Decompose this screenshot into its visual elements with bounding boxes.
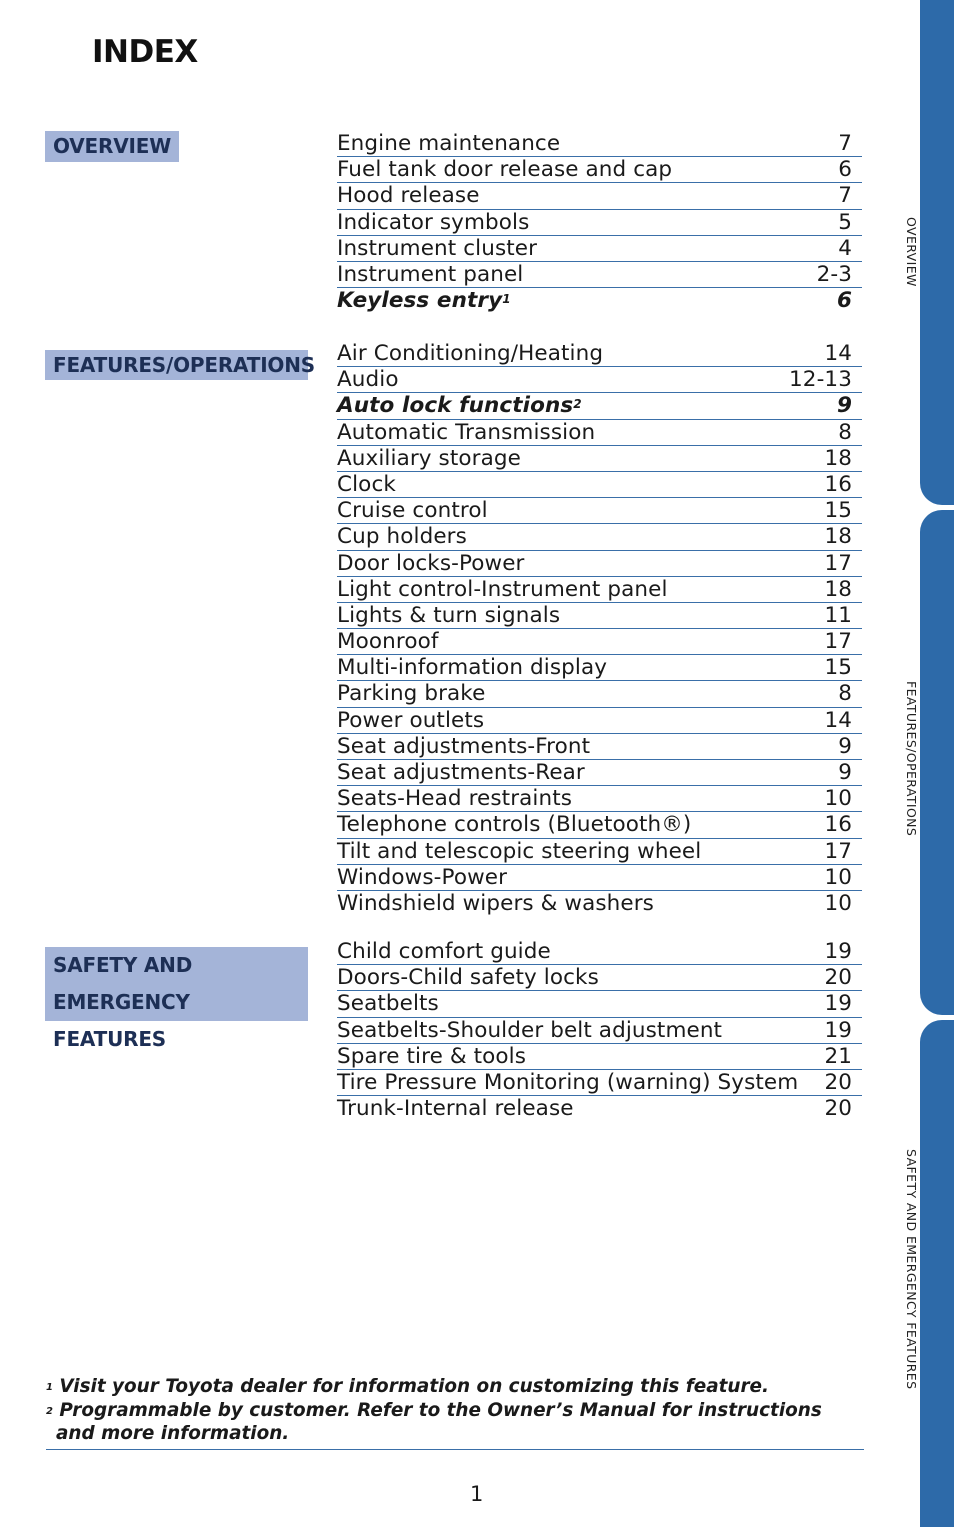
index-entry-label: [337, 183, 480, 209]
index-entry-text: Indicator symbols: [337, 209, 530, 235]
index-entry: [337, 341, 862, 367]
index-list-safety-emergency: [337, 939, 862, 1122]
footnote-1: [46, 1375, 864, 1399]
index-entry-text: Seats-Head restraints: [337, 786, 573, 812]
section-label-text: OVERVIEW: [53, 134, 172, 158]
index-entry-label: [337, 865, 507, 891]
index-entry-label: [337, 1070, 798, 1096]
side-tab-overview[interactable]: [920, 0, 954, 505]
index-entry-page: 8: [838, 419, 852, 445]
index-entry-text: Seat adjustments-Rear: [337, 760, 585, 785]
index-entry-text: Tire Pressure Monitoring (warning) System: [337, 1069, 799, 1095]
footnote-reference: 2: [573, 397, 582, 412]
index-entry-page: 14: [824, 707, 852, 733]
index-entry: [337, 939, 862, 965]
index-entry: [337, 891, 862, 917]
footnote-mark: 2: [46, 1405, 53, 1417]
index-entry: [337, 603, 862, 629]
index-entry-label: [337, 812, 691, 838]
index-entry-label: [337, 681, 485, 707]
index-entry-page: 20: [824, 965, 852, 991]
index-entry-page: 17: [824, 629, 852, 655]
index-entry-label: [337, 472, 396, 498]
index-entry: [337, 708, 862, 734]
index-entry-text: Hood release: [337, 183, 480, 209]
index-entry-text: Windshield wipers & washers: [337, 890, 654, 916]
index-entry-text: Instrument cluster: [337, 235, 538, 261]
index-entry-text: Multi-information display: [337, 655, 608, 681]
section-label-text: SAFETY AND: [53, 953, 193, 977]
index-entry: [337, 420, 862, 446]
index-entry-label: [337, 629, 439, 655]
index-entry-text: Door locks-Power: [337, 550, 525, 576]
index-entry: [337, 760, 862, 786]
index-entry: [337, 524, 862, 550]
footnote-text: Programmable by customer. Refer to the Owner’s Manual for instructions and more information.: [56, 1399, 822, 1444]
index-entry-label: [337, 288, 511, 314]
index-entry-page: 20: [824, 1069, 852, 1095]
index-entry-text: Air Conditioning/Heating: [337, 341, 604, 366]
index-entry-text: Trunk-Internal release: [337, 1096, 574, 1122]
index-entry: [337, 1070, 862, 1096]
index-entry-page: 5: [838, 209, 852, 235]
section-label-text: EMERGENCY FEATURES: [53, 990, 190, 1051]
index-entry: [337, 577, 862, 603]
footnote-text: Visit your Toyota dealer for information on customizing this feature.: [59, 1376, 770, 1397]
index-entry-label: [337, 603, 560, 629]
index-entry-page: 9: [838, 733, 852, 759]
index-entry-label: [337, 498, 488, 524]
index-entry-page: 2-3: [816, 261, 852, 287]
index-entry: [337, 681, 862, 707]
side-tab-features-operations[interactable]: [920, 510, 954, 1015]
side-tab-label-overview: OVERVIEW: [904, 217, 919, 287]
index-entry-page: 11: [824, 602, 852, 628]
index-entry-text: Child comfort guide: [337, 939, 551, 964]
index-entry-label: [337, 708, 484, 734]
side-tab-label-features-operations: FEATURES/OPERATIONS: [904, 681, 919, 837]
index-entry-page: 4: [838, 235, 852, 261]
index-entry-text: Cup holders: [337, 524, 467, 550]
section-label-overview: [45, 131, 179, 162]
index-entry-page: 19: [824, 991, 852, 1017]
footnote-2: [46, 1399, 864, 1446]
index-entry-text: Seat adjustments-Front: [337, 733, 591, 759]
index-entry-text: Spare tire & tools: [337, 1043, 527, 1069]
index-entry-page: 17: [824, 550, 852, 576]
index-entry: [337, 183, 862, 209]
section-label-safety-emergency: [45, 947, 308, 1051]
index-entry-label: [337, 157, 672, 183]
index-entry: [337, 734, 862, 760]
index-entry-label: [337, 734, 590, 760]
footnotes: [46, 1375, 864, 1450]
index-entry-text: Cruise control: [337, 498, 488, 524]
index-entry-label: [337, 965, 599, 991]
index-entry: [337, 262, 862, 288]
page-title: INDEX: [92, 34, 198, 70]
index-entry-page: 10: [824, 890, 852, 916]
index-entry: [337, 131, 862, 157]
index-entry: [337, 288, 862, 314]
index-entry-page: 20: [824, 1096, 852, 1122]
index-entry-label: [337, 551, 525, 577]
index-entry: [337, 1044, 862, 1070]
index-entry-label: [337, 991, 439, 1017]
index-entry-label: [337, 760, 585, 786]
index-entry-text: Automatic Transmission: [337, 419, 596, 445]
index-entry-page: 10: [824, 864, 852, 890]
index-entry-page: 12-13: [789, 367, 852, 393]
index-entry-page: 8: [838, 681, 852, 707]
index-entry: [337, 1096, 862, 1122]
index-entry-page: 18: [824, 445, 852, 471]
index-entry-page: 6: [838, 157, 852, 183]
index-entry-page: 19: [824, 1017, 852, 1043]
index-entry-label: [337, 367, 399, 393]
index-entry-page: 9: [838, 760, 852, 785]
index-entry-page: 15: [824, 498, 852, 524]
index-entry-page: 7: [838, 131, 852, 156]
index-entry-text: Clock: [337, 471, 396, 497]
index-entry: [337, 865, 862, 891]
index-entry: [337, 965, 862, 991]
index-entry-text: Power outlets: [337, 707, 485, 733]
index-entry-text: Keyless entry: [337, 288, 503, 314]
index-entry-page: 17: [824, 838, 852, 864]
index-entry-label: [337, 236, 537, 262]
index-entry-page: 6: [836, 288, 852, 314]
index-entry-text: Seatbelts-Shoulder belt adjustment: [337, 1017, 723, 1043]
footnote-mark: 1: [46, 1382, 53, 1393]
index-entry-page: 18: [824, 524, 852, 550]
index-entry-text: Seatbelts: [337, 991, 439, 1017]
index-entry-label: [337, 210, 529, 236]
index-entry-page: 16: [824, 812, 852, 838]
index-entry: [337, 210, 862, 236]
index-entry-text: Light control-Instrument panel: [337, 576, 668, 602]
index-entry: [337, 498, 862, 524]
index-entry-text: Lights & turn signals: [337, 602, 561, 628]
index-entry-label: [337, 1044, 526, 1070]
index-entry-page: 18: [824, 576, 852, 602]
index-entry-text: Instrument panel: [337, 261, 524, 287]
index-entry-text: Doors-Child safety locks: [337, 965, 599, 991]
index-entry-text: Windows-Power: [337, 864, 508, 890]
index-entry: [337, 629, 862, 655]
index-entry-text: Parking brake: [337, 681, 486, 707]
index-entry-label: [337, 262, 523, 288]
index-entry: [337, 446, 862, 472]
index-entry: [337, 839, 862, 865]
index-list-features-operations: [337, 341, 862, 917]
index-entry-text: Auto lock functions: [337, 393, 574, 419]
index-entry-label: [337, 341, 603, 367]
index-entry-label: [337, 839, 701, 865]
index-entry-label: [337, 655, 607, 681]
index-entry: [337, 551, 862, 577]
section-label-text: FEATURES/OPERATIONS: [53, 353, 315, 377]
footnote-reference: 1: [502, 292, 511, 307]
index-entry-page: 19: [824, 939, 852, 964]
page-number: 1: [470, 1482, 484, 1506]
index-entry-page: 16: [824, 471, 852, 497]
index-entry-label: [337, 1018, 722, 1044]
index-entry-label: [337, 524, 467, 550]
index-entry: [337, 236, 862, 262]
index-entry-text: Telephone controls (Bluetooth®): [337, 812, 692, 838]
index-entry-label: [337, 131, 560, 157]
index-entry-text: Audio: [337, 367, 399, 393]
index-entry-text: Moonroof: [337, 629, 439, 655]
index-entry-label: [337, 420, 595, 446]
side-tab-label-safety-emergency: SAFETY AND EMERGENCY FEATURES: [904, 1149, 919, 1390]
index-entry-text: Tilt and telescopic steering wheel: [337, 838, 702, 864]
index-entry-page: 21: [824, 1043, 852, 1069]
index-entry-page: 14: [824, 341, 852, 366]
index-entry-text: Auxiliary storage: [337, 445, 521, 471]
index-entry: [337, 812, 862, 838]
index-entry-label: [337, 939, 551, 965]
index-entry: [337, 472, 862, 498]
index-entry-label: [337, 1096, 574, 1122]
index-entry-label: [337, 446, 521, 472]
index-entry: [337, 655, 862, 681]
index-entry: [337, 367, 862, 393]
index-entry-label: [337, 891, 654, 917]
index-entry-page: 9: [836, 393, 852, 419]
index-entry-label: [337, 577, 668, 603]
index-entry: [337, 786, 862, 812]
index-entry-label: [337, 786, 572, 812]
index-entry: [337, 991, 862, 1017]
index-entry: [337, 1018, 862, 1044]
index-entry-page: 15: [824, 655, 852, 681]
index-entry-label: [337, 393, 582, 419]
index-entry: [337, 157, 862, 183]
index-list-overview: [337, 131, 862, 314]
section-label-features-operations: [45, 350, 315, 380]
index-entry-text: Fuel tank door release and cap: [337, 157, 673, 183]
index-entry: [337, 393, 862, 419]
index-entry-text: Engine maintenance: [337, 131, 561, 156]
index-entry-page: 7: [838, 183, 852, 209]
index-entry-page: 10: [824, 786, 852, 812]
side-tab-safety-emergency[interactable]: [920, 1020, 954, 1527]
